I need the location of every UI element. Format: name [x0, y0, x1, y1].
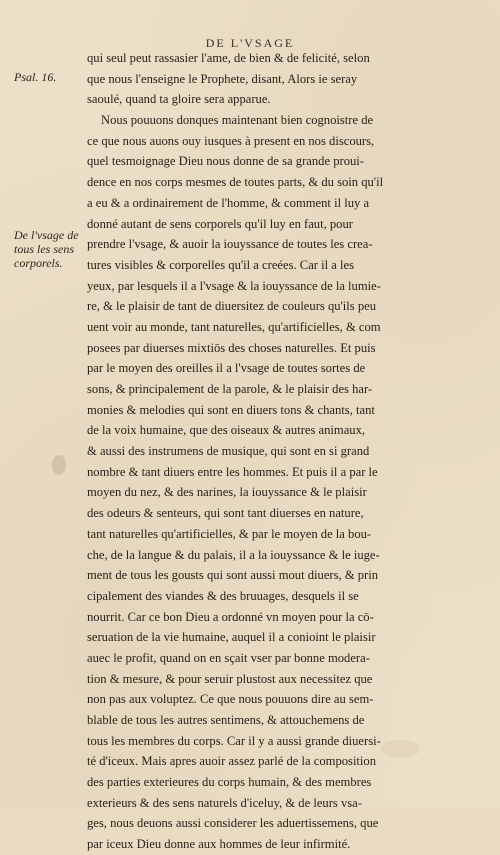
text-line: seruation de la vie humaine, auquel il a conioint le plaisir [87, 630, 376, 645]
text-line: donné autant de sens corporels qu'il luy en faut, pour [87, 216, 353, 231]
text-line: des odeurs & senteurs, qui sont tant diuerses en nature, [87, 506, 364, 521]
text-line: tures visibles & corporelles qu'il a creées. Car il a les [87, 257, 355, 272]
text-line: che, de la langue & du palais, il a la iouyssance & le iuge- [87, 547, 380, 562]
text-line: uent voir au monde, tant naturelles, qu'artificielles, & com [87, 319, 381, 334]
text-line: cipalement des viandes & des bruuages, desquels il se [87, 588, 359, 603]
text-line: a eu & a ordinairement de l'homme, & comment il luy a [87, 195, 370, 210]
text-line: tion & mesure, & pour seruir plustost aux necessitez que [87, 671, 373, 686]
text-line: re, & le plaisir de tant de diuersitez de couleurs qu'ils peu [87, 299, 377, 314]
text-line: prendre l'vsage, & auoir la iouyssance de toutes les crea- [87, 237, 373, 252]
text-line: ment de tous les gousts qui sont aussi mout diuers, & prin [87, 568, 379, 583]
text-line: sons, & principalement de la parole, & le plaisir des har- [87, 382, 373, 396]
text-line: Nous pouuons donques maintenant bien cognoistre de [101, 113, 374, 128]
text-line: saoulé, quand ta gloire sera apparue. [87, 92, 271, 107]
text-line: tant naturelles qu'artificielles, & par le moyen de la bou- [87, 526, 372, 541]
text-line: moyen du nez, & des narines, la iouyssance & le plaisir [87, 485, 367, 500]
text-line: & aussi des instrumens de musique, qui sont en si grand [87, 444, 370, 459]
margin-note-psalm: Psal. 16. [14, 70, 57, 84]
text-line: de la voix humaine, que des oiseaux & autres animaux, [87, 423, 366, 438]
text-line: qui seul peut rassasier l'ame, de bien & de felicité, selon [87, 51, 370, 65]
text-line: que nous l'enseigne le Prophete, disant, Alors ie seray [87, 71, 358, 86]
text-line: exterieurs & des sens naturels d'iceluy, & de leurs vsa- [87, 795, 362, 810]
running-head: DE L'VSAGE [205, 36, 295, 50]
text-line: monies & melodies qui sont en diuers tons & chants, tant [87, 402, 375, 417]
paper-stain [52, 455, 66, 475]
margin-note-senses: De l'vsage de tous les sens corporels. [14, 228, 79, 270]
text-line: nombre & tant diuers entre les hommes. Et puis il a par le [87, 464, 378, 479]
text-line: ce que nous auons ouy iusques à present en nos discours, [87, 133, 375, 148]
text-line: nourrit. Car ce bon Dieu a ordonné vn moyen pour la cō- [87, 609, 374, 624]
text-line: par iceux Dieu donne aux hommes de leur infirmité. [87, 837, 351, 852]
text-line: dence en nos corps mesmes de toutes parts, & du soin qu'il [87, 175, 384, 190]
body-text [87, 48, 463, 855]
text-line: des parties exterieures du corps humain, & des membres [87, 775, 372, 790]
text-line: auec le profit, quand on en sçait vser par bonne modera- [87, 650, 370, 665]
text-line: posees par diuerses mixtiōs des choses naturelles. Et puis [87, 340, 376, 355]
text-line: blable de tous les autres sentimens, & attouchemens de [87, 713, 365, 727]
text-line: yeux, par lesquels il a l'vsage & la iouyssance de la lumie- [87, 278, 381, 293]
text-line: quel tesmoignage Dieu nous donne de sa grande proui- [87, 154, 364, 169]
text-line: ges, nous deuons aussi considerer les aduertissemens, que [87, 816, 379, 831]
text-line: par le moyen des oreilles il a l'vsage de toutes sortes de [87, 361, 366, 376]
text-line: té d'iceux. Mais apres auoir assez parlé de la composition [87, 754, 377, 769]
text-line: non pas aux voluptez. Ce que nous pouuons dire au sem- [87, 692, 374, 707]
text-line: tous les membres du corps. Car il y a aussi grande diuersi- [87, 733, 381, 748]
